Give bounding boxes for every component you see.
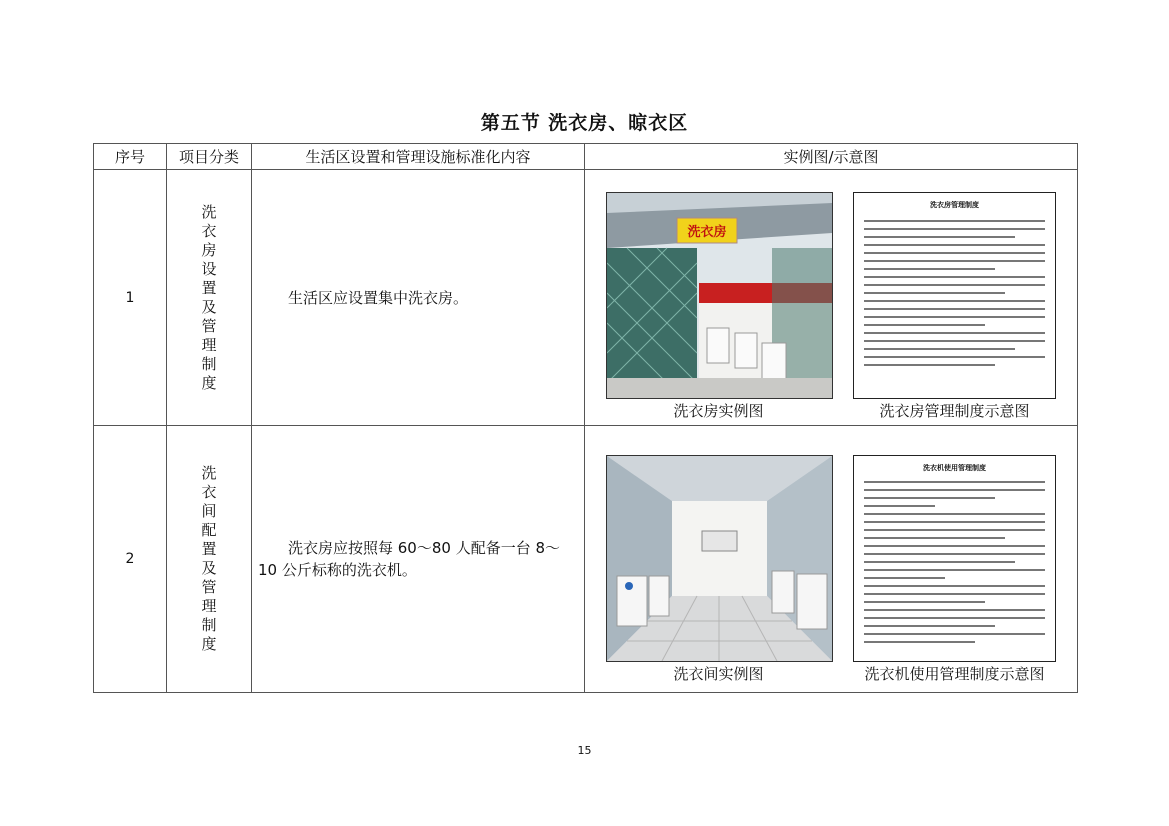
row-figures bbox=[585, 170, 1078, 426]
header-figures: 实例图/示意图 bbox=[585, 144, 1078, 170]
washing-machine-rules-caption: 洗衣机使用管理制度示意图 bbox=[864, 665, 1045, 683]
section-title: 第五节 洗衣房、晾衣区 bbox=[480, 112, 689, 134]
row-category bbox=[167, 426, 252, 693]
page-number: 15 bbox=[577, 744, 592, 757]
laundry-room-photo-caption: 洗衣房实例图 bbox=[673, 402, 764, 420]
laundry-room-interior-caption: 洗衣间实例图 bbox=[673, 665, 764, 683]
standards-table bbox=[93, 143, 1078, 693]
table-row bbox=[94, 426, 1078, 693]
row-category bbox=[167, 170, 252, 426]
document-text-lines bbox=[854, 220, 1055, 366]
row-number: 1 bbox=[94, 170, 167, 426]
row-category-text: 洗衣房设置及管理制度 bbox=[201, 202, 217, 392]
table-header-row bbox=[94, 144, 1078, 170]
header-index: 序号 bbox=[94, 144, 167, 170]
laundry-room-photo-image bbox=[607, 193, 832, 398]
table-row bbox=[94, 170, 1078, 426]
laundry-room-photo bbox=[606, 192, 833, 399]
header-category: 项目分类 bbox=[167, 144, 252, 170]
row-content bbox=[252, 170, 585, 426]
row-category-text: 洗衣间配置及管理制度 bbox=[201, 464, 217, 653]
header-content: 生活区设置和管理设施标准化内容 bbox=[252, 144, 585, 170]
laundry-room-interior-photo bbox=[606, 455, 833, 662]
laundry-sign-text: 洗衣房 bbox=[687, 225, 727, 240]
row-content-text: 洗衣房应按照每 60～80 人配备一台 8～10 公斤标称的洗衣机。 bbox=[258, 539, 561, 579]
row-content bbox=[252, 426, 585, 693]
washing-machine-rules-document bbox=[853, 455, 1056, 662]
document-title: 洗衣机使用管理制度 bbox=[923, 464, 986, 472]
row-content-text: 生活区应设置集中洗衣房。 bbox=[288, 288, 469, 307]
document-text-lines bbox=[854, 481, 1055, 643]
row-figures bbox=[585, 426, 1078, 693]
document-title: 洗衣房管理制度 bbox=[930, 201, 979, 209]
management-rules-document bbox=[853, 192, 1056, 399]
laundry-room-interior-image bbox=[607, 456, 832, 661]
row-number: 2 bbox=[94, 426, 167, 693]
management-rules-caption: 洗衣房管理制度示意图 bbox=[879, 402, 1030, 420]
